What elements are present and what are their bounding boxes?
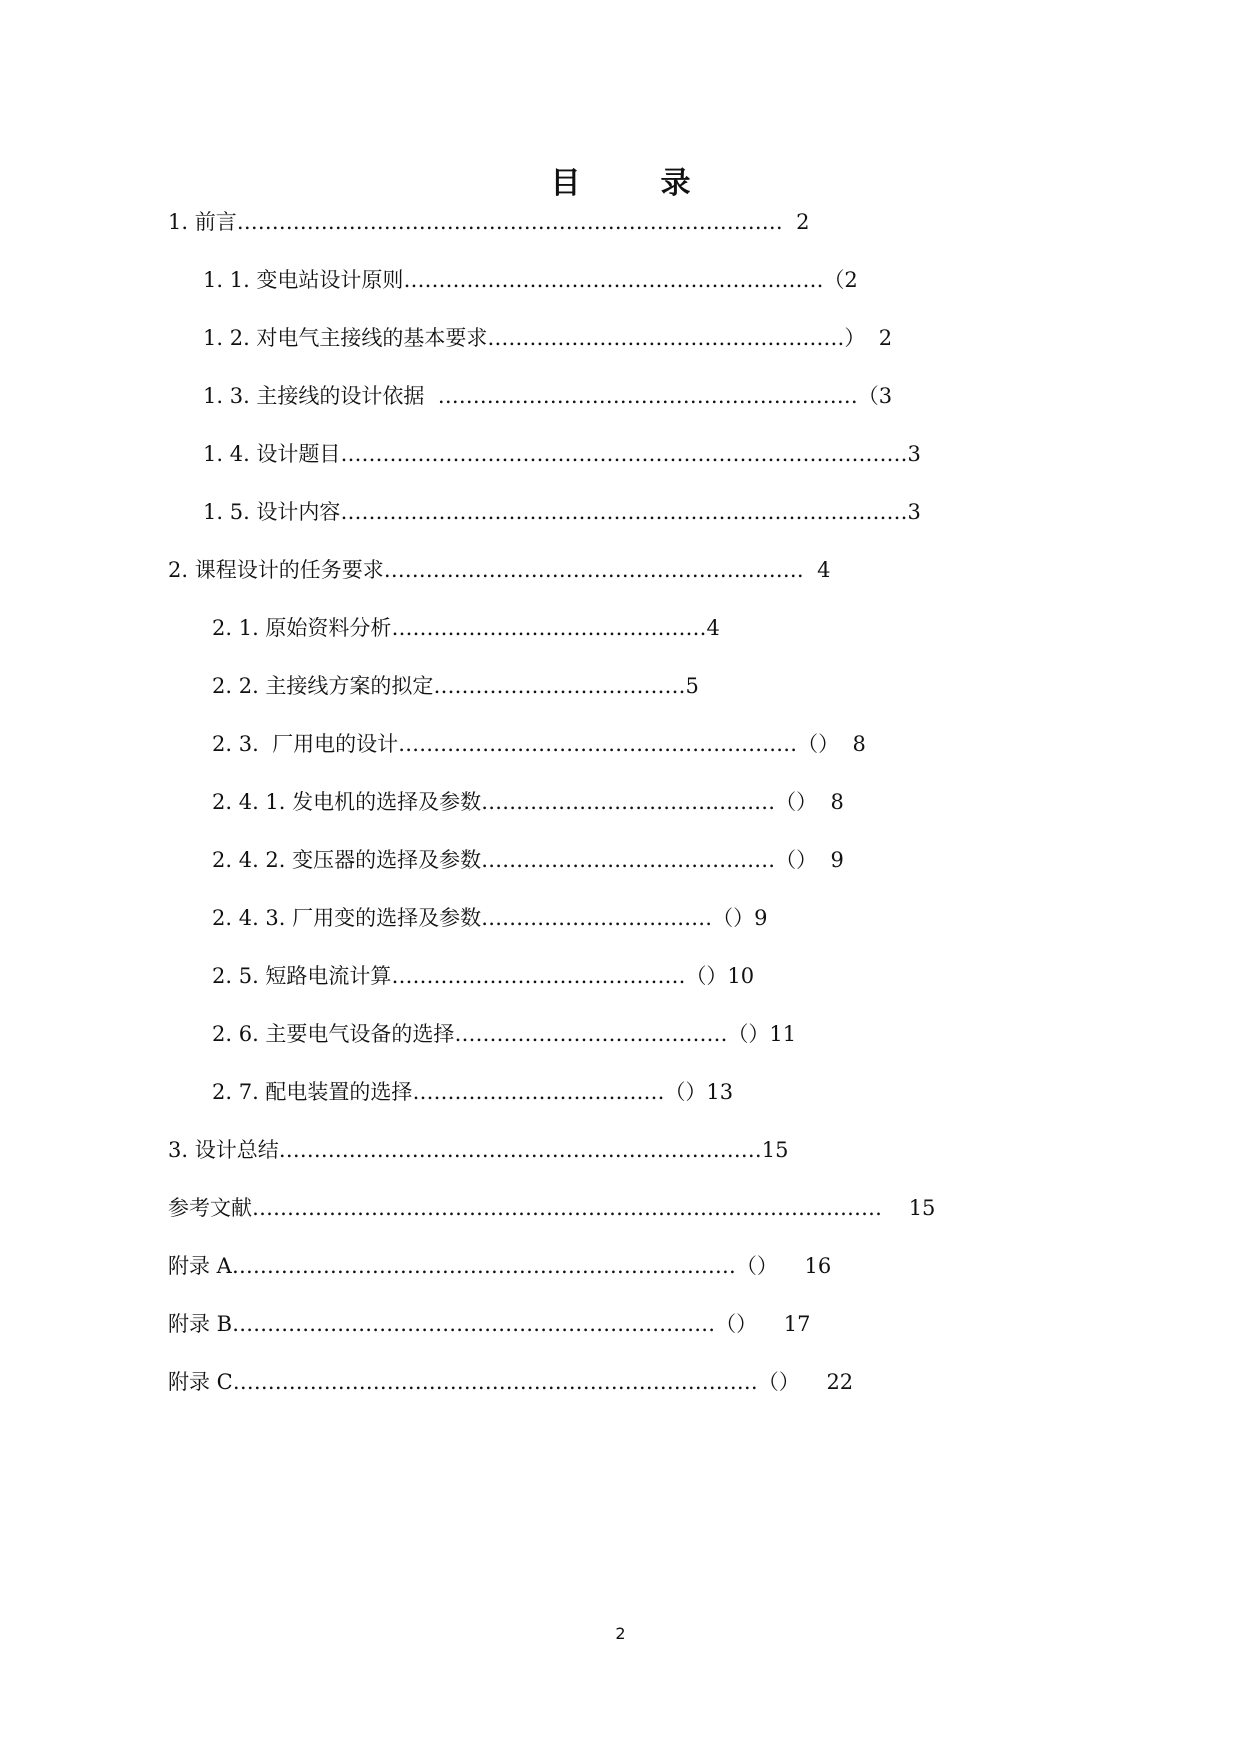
toc-entry[interactable] xyxy=(168,1193,935,1223)
toc-page-number: 3 xyxy=(907,500,921,524)
toc-entry-label: 2. 7. 配电装置的选择 xyxy=(212,1080,413,1104)
toc-entry-label: 1. 1. 变电站设计原则 xyxy=(203,268,404,292)
toc-page-number: （） 17 xyxy=(715,1312,811,1336)
toc-page-number: （） 22 xyxy=(757,1370,854,1394)
toc-leader-dots: …………………………………………………………………… xyxy=(236,210,783,234)
toc-page-number: 4 xyxy=(706,616,720,640)
toc-entry[interactable] xyxy=(203,497,921,527)
toc-entry[interactable] xyxy=(168,1309,811,1339)
title-part2: 录 xyxy=(660,166,691,201)
toc-entry[interactable] xyxy=(212,1077,733,1107)
toc-entry[interactable] xyxy=(203,323,892,353)
toc-entry-label: 2. 课程设计的任务要求 xyxy=(168,558,384,582)
toc-entry-label: 2. 2. 主接线方案的拟定 xyxy=(212,674,434,698)
toc-leader-dots: ……………………………… xyxy=(412,1080,665,1104)
toc-entry-label: 附录 A xyxy=(168,1254,232,1278)
toc-page-number: 4 xyxy=(803,558,831,582)
toc-leader-dots: ………………………………………………………………… xyxy=(232,1370,758,1394)
toc-page-number: （） 16 xyxy=(735,1254,832,1278)
toc-entry[interactable] xyxy=(203,381,892,411)
toc-entry[interactable] xyxy=(168,1251,831,1281)
toc-page-number: 2 xyxy=(782,210,810,234)
page-title xyxy=(0,158,1241,202)
toc-entry-label: 2. 4. 3. 厂用变的选择及参数 xyxy=(212,906,482,930)
toc-page-number: 15 xyxy=(882,1196,936,1220)
toc-page-number: （）9 xyxy=(712,906,768,930)
toc-entry-label: 1. 3. 主接线的设计依据 xyxy=(203,384,438,408)
toc-leader-dots: ……………………………… xyxy=(433,674,686,698)
toc-leader-dots: …………………………………… xyxy=(481,790,776,814)
toc-entry[interactable] xyxy=(203,265,858,295)
toc-leader-dots: …………………………………………………………… xyxy=(232,1312,716,1336)
toc-page-number: （）11 xyxy=(727,1022,797,1046)
toc-entry[interactable] xyxy=(212,787,844,817)
toc-entry-label: 2. 5. 短路电流计算 xyxy=(212,964,392,988)
toc-leader-dots: …………………………………… xyxy=(481,848,776,872)
toc-leader-dots: …………………………………………… xyxy=(487,326,845,350)
toc-page-number: （2 xyxy=(823,268,858,292)
toc-page-number: ） 2 xyxy=(844,326,893,350)
toc-entry[interactable] xyxy=(212,903,768,933)
toc-entry[interactable] xyxy=(168,555,830,585)
toc-entry[interactable] xyxy=(212,1019,796,1049)
toc-entry-label: 2. 4. 1. 发电机的选择及参数 xyxy=(212,790,482,814)
toc-leader-dots: …………………………………………………… xyxy=(383,558,804,582)
toc-entry[interactable] xyxy=(212,845,844,875)
toc-leader-dots: ……………………………………………………………………… xyxy=(340,442,908,466)
toc-entry-label: 1. 2. 对电气主接线的基本要求 xyxy=(203,326,488,350)
toc-page-number: （）13 xyxy=(664,1080,734,1104)
toc-entry[interactable] xyxy=(212,729,866,759)
toc-entry[interactable] xyxy=(212,613,720,643)
toc-entry-label: 2. 4. 2. 变压器的选择及参数 xyxy=(212,848,482,872)
toc-page-number: 5 xyxy=(685,674,699,698)
footer-page-number: 2 xyxy=(615,1624,626,1643)
toc-leader-dots: ……………………………………… xyxy=(391,616,707,640)
toc-page-number: （） 9 xyxy=(775,848,844,872)
toc-entry[interactable] xyxy=(203,439,921,469)
toc-entry-label: 1. 前言 xyxy=(168,210,237,234)
toc-entry[interactable] xyxy=(212,671,699,701)
toc-entry-label: 2. 1. 原始资料分析 xyxy=(212,616,392,640)
toc-entry-label: 参考文献 xyxy=(168,1196,252,1220)
toc-entry[interactable] xyxy=(168,1135,788,1165)
toc-page-number: （） 8 xyxy=(775,790,844,814)
toc-leader-dots: ………………………………… xyxy=(454,1022,728,1046)
toc-page-number: （3 xyxy=(857,384,893,408)
toc-entry-label: 1. 4. 设计题目 xyxy=(203,442,341,466)
toc-page-number: （）10 xyxy=(685,964,755,988)
toc-leader-dots: ……………………………………………………………… xyxy=(231,1254,736,1278)
toc-leader-dots: …………………………………………………………… xyxy=(278,1138,762,1162)
toc-page-number: 15 xyxy=(761,1138,789,1162)
toc-leader-dots: ……………………………………………………………………… xyxy=(340,500,908,524)
toc-leader-dots: ……………………………………………………………………………… xyxy=(252,1196,882,1220)
toc-entry[interactable] xyxy=(168,1367,853,1397)
toc-leader-dots: …………………………………………………… xyxy=(403,268,824,292)
toc-entry[interactable] xyxy=(212,961,754,991)
toc-entry[interactable] xyxy=(168,207,809,237)
toc-leader-dots: …………………………………………………… xyxy=(437,384,858,408)
toc-entry-label: 2. 3. 厂用电的设计 xyxy=(212,732,399,756)
toc-leader-dots: …………………………… xyxy=(481,906,713,930)
toc-leader-dots: ………………………………………………… xyxy=(398,732,798,756)
toc-entry-label: 2. 6. 主要电气设备的选择 xyxy=(212,1022,455,1046)
toc-entry-label: 3. 设计总结 xyxy=(168,1138,279,1162)
toc-leader-dots: …………………………………… xyxy=(391,964,686,988)
title-part1: 目 xyxy=(550,166,581,201)
toc-entry-label: 附录 B xyxy=(168,1312,233,1336)
toc-page-number: （） 8 xyxy=(797,732,866,756)
toc-page-number: 3 xyxy=(907,442,921,466)
toc-entry-label: 附录 C xyxy=(168,1370,233,1394)
toc-entry-label: 1. 5. 设计内容 xyxy=(203,500,341,524)
